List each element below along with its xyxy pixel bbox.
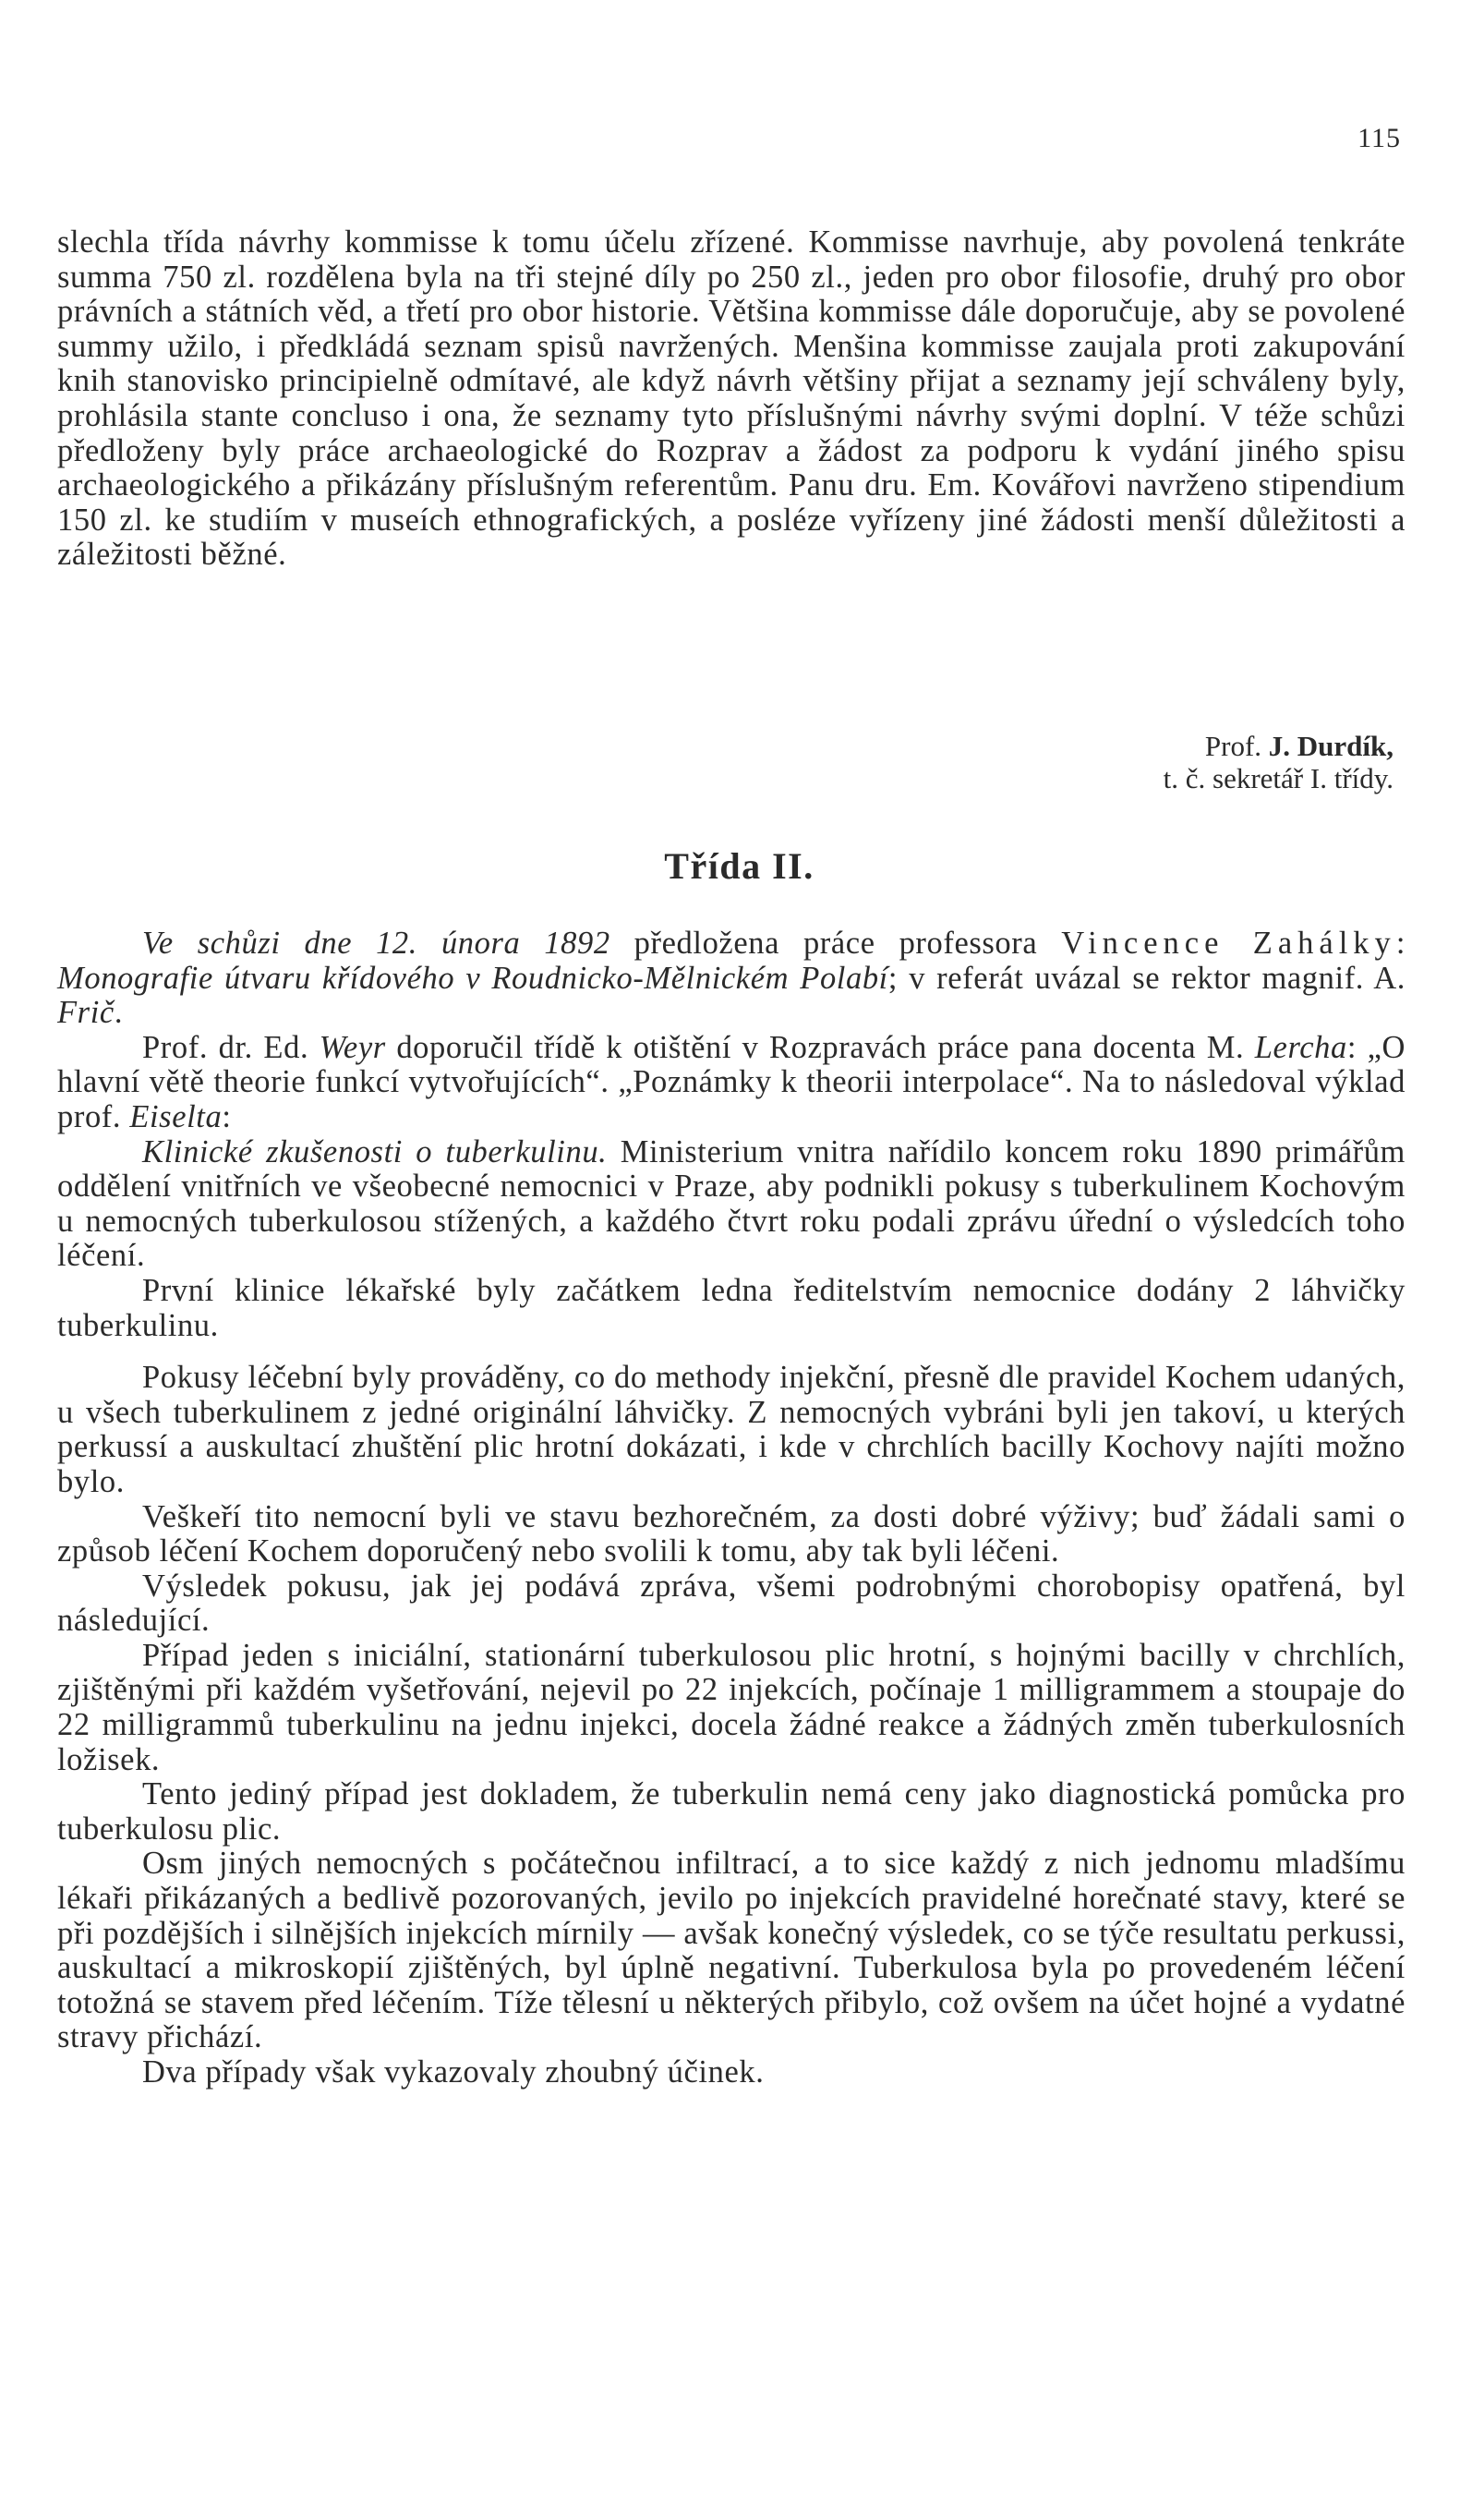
paragraph-recommendation: Prof. dr. Ed. Weyr doporučil třídě k otištění v Rozpravách práce pana docenta M. Lercha: „O hlavní větě theorie funkcí vytvořujících“. „Poznámky k theorii interpolace“. Na to následoval výklad prof. Eiseltа: bbox=[57, 1029, 1406, 1134]
signature-block bbox=[839, 730, 1394, 794]
eiselt-name: Eiseltа bbox=[129, 1098, 223, 1134]
signature-name: J. Durdík, bbox=[1268, 730, 1394, 762]
paragraph-diagnostic: Tento jediný případ jest dokladem, že tuberkulin nemá ceny jako diagnostická pomůcka pro tuberkulosu plic. bbox=[57, 1776, 1406, 1847]
author-name: Vincence Zahálky bbox=[1061, 926, 1396, 961]
paragraph-method: Pokusy léčební byly prováděny, co do methody injekční, přesně dle pravidel Kochem udaných, u všech tuberkulinem z jedné originální láhvičky. Z nemocných vybráni byli jen takoví, u kterých perkussí a auskultací zhuštění plic hrotní dokázati, i kde v chrchlích bacilly Kochovy najíti možno bylo. bbox=[57, 1360, 1406, 1499]
page-number: 115 bbox=[1357, 123, 1401, 153]
signature-name-line bbox=[839, 730, 1394, 762]
paragraph-gap bbox=[57, 1343, 1406, 1361]
section-one bbox=[57, 225, 1406, 573]
signature-prefix: Prof. bbox=[1204, 730, 1262, 762]
paragraph-clinical: Klinické zkušenosti o tuberkulinu. Ministerium vnitra nařídilo koncem roku 1890 primářům oddělení vnitřních ve všeobecné nemocnici v Praze, aby podnikli pokusy s tuberkulinem Kochovým u nemocných tuberkulosou stížených, a každého čtvrt roku podali zprávu úřední o výsledcích toho léčení. bbox=[57, 1133, 1406, 1274]
section-two bbox=[57, 927, 1406, 2090]
paragraph-two-cases: Dva případy však vykazovaly zhoubný účinek. bbox=[142, 2054, 765, 2090]
section-heading: Třída II. bbox=[664, 845, 814, 887]
paragraph-case-one: Případ jeden s iniciální, stationární tuberkulosou plic hrotní, s hojnými bacilly v chrchlích, zjištěnými při každém vyšetřování, nejevil po 22 injekcích, počínaje 1 milligrammem a stoupaje do 22 milligrammů tuberkulinu na jednu injekci, docela žádné reakce a žádných změn tuberkulosních ložisek. bbox=[57, 1637, 1406, 1777]
paragraph-session: Ve schůzi dne 12. února 1892 předložena práce professora Vincence Zahálky: Monografie útvaru křídového v Roudnicko-Mělnickém Polabí; v referát uvázal se rektor magnif. A. Frič. bbox=[57, 926, 1406, 1031]
paragraph-patients: Veškeří tito nemocní byli ve stavu bezhorečném, za dosti dobré výživy; buď žádali sami o způsob léčení Kochem doporučený nebo svolili k tomu, aby tak byli léčeni. bbox=[57, 1498, 1406, 1569]
signature-role: t. č. sekretář I. třídy. bbox=[1163, 762, 1394, 794]
referee-name: Frič bbox=[57, 995, 115, 1031]
paragraph-intro: slechla třída návrhy kommisse k tomu účelu zřízené. Kommisse navrhuje, aby povolená tenkráte summa 750 zl. rozdělena byla na tři stejné díly po 250 zl., jeden pro obor filosofie, druhý pro obor právních a státních věd, a třetí pro obor historie. Většina kommisse dále doporučuje, aby se povolené summy užilo, i předkládá seznam spisů navržených. Menšina kommisse zaujala proti zakupování knih stanovisko principielně odmítavé, ale když návrh většiny přijat a seznamy její schváleny byly, prohlásila stante concluso i ona, že seznamy tyto příslušnými návrhy svými doplní. V téže schůzi předloženy byly práce archaeologické do Rozprav a žádost za podporu k vydání jiného spisu archaeologického a přikázány příslušným referentům. Panu dru. Em. Kovářovi navrženo stipendium 150 zl. ke studiím v museích ethnografických, a posléze vyřízeny jiné žádosti menší důležitosti a záležitosti běžné. bbox=[57, 224, 1406, 573]
lerch-name: Lercha bbox=[1254, 1029, 1347, 1065]
clinical-title: Klinické zkušenosti o tuberkulinu. bbox=[142, 1133, 608, 1169]
work-title: Monografie útvaru křídového v Roudnicko-Mělnickém Polabí bbox=[57, 960, 888, 996]
paragraph-eight-cases: Osm jiných nemocných s počátečnou infiltrací, a to sice každý z nich jednomu mladšímu lékaři přikázaných a bedlivě pozorovaných, jevilo po injekcích pravidelné horečnaté stavy, které se při pozdějších i silnějších injekcích mírnily — avšak konečný výsledek, co se týče resultatu perkussi, auskultací a mikroskopií zjištěných, byl úplně negativní. Tuberkulosa byla po provedeném léčení totožná se stavem před léčením. Tíže tělesní u některých přibylo, což ovšem na účet hojné a vydatné stravy přichází. bbox=[57, 1846, 1406, 2055]
paragraph-first-clinic: První klinice lékařské byly začátkem ledna ředitelstvím nemocnice dodány 2 láhvičky tuberkulinu. bbox=[57, 1272, 1406, 1343]
weyr-name: Weyr bbox=[319, 1029, 386, 1065]
session-date: Ve schůzi dne 12. února 1892 bbox=[142, 926, 610, 961]
paragraph-result-intro: Výsledek pokusu, jak jej podává zpráva, všemi podrobnými chorobopisy opatřená, byl následující. bbox=[57, 1568, 1406, 1639]
